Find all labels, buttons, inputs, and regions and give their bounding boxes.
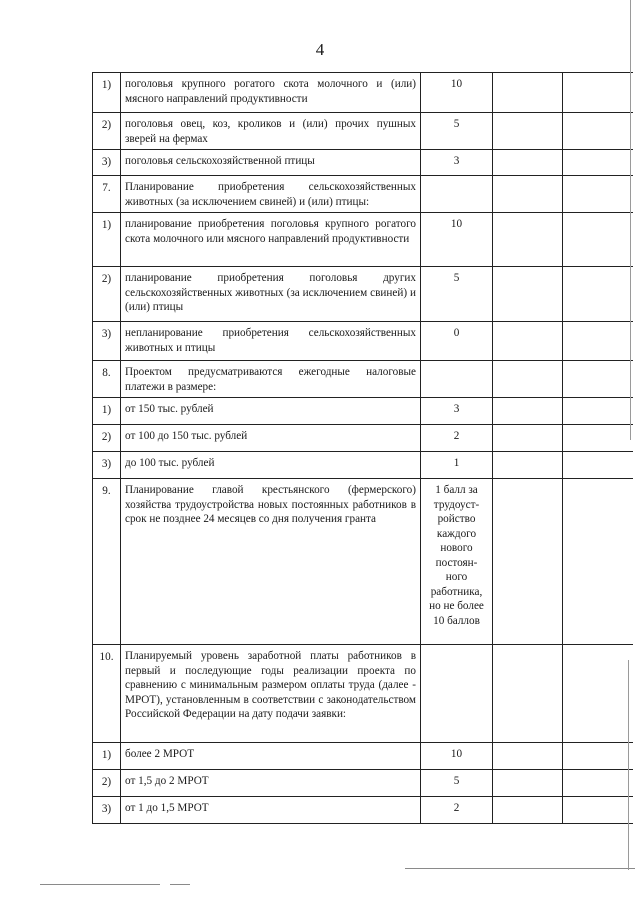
empty-cell [563,645,633,743]
page-number: 4 [315,40,325,59]
row-description: поголовья крупного рогатого скота молочного и (или) мясного направлений продуктивности [121,73,421,113]
row-number: 1) [93,73,121,113]
row-number: 1) [93,213,121,267]
row-number: 7. [93,176,121,213]
empty-cell [563,73,633,113]
row-description: непланирование приобретения сельскохозяйственных животных и птицы [121,322,421,361]
empty-cell [563,361,633,398]
row-number: 10. [93,645,121,743]
empty-cell [493,645,563,743]
row-description: Планирование приобретения сельскохозяйственных животных (за исключением свиней) и (или) птицы: [121,176,421,213]
empty-cell [493,797,563,824]
empty-cell [493,322,563,361]
row-number: 2) [93,113,121,150]
empty-cell [563,770,633,797]
row-number: 8. [93,361,121,398]
empty-cell [563,479,633,645]
table-row [93,425,633,452]
row-number: 3) [93,452,121,479]
empty-cell [493,425,563,452]
row-description: от 150 тыс. рублей [121,398,421,425]
empty-cell [563,322,633,361]
row-score: 3 [421,398,493,425]
table-row [93,73,633,113]
row-number: 2) [93,770,121,797]
criteria-table [92,72,633,824]
row-score [421,176,493,213]
table-row [93,797,633,824]
empty-cell [493,150,563,176]
empty-cell [493,176,563,213]
row-score: 5 [421,113,493,150]
table-row [93,770,633,797]
row-number: 2) [93,425,121,452]
empty-cell [563,176,633,213]
empty-cell [563,150,633,176]
table-row [93,113,633,150]
row-score: 2 [421,425,493,452]
row-score: 10 [421,73,493,113]
row-number: 2) [93,267,121,322]
row-score: 10 [421,743,493,770]
row-description: от 1 до 1,5 МРОТ [121,797,421,824]
table-row [93,213,633,267]
empty-cell [493,479,563,645]
empty-cell [493,267,563,322]
empty-cell [563,797,633,824]
empty-cell [493,361,563,398]
row-description: планирование приобретения поголовья других сельскохозяйственных животных (за исключением свиней) и (или) птицы [121,267,421,322]
row-number: 9. [93,479,121,645]
row-score: 5 [421,770,493,797]
table-row [93,645,633,743]
scan-artifact-line [630,0,631,440]
row-score: 3 [421,150,493,176]
table-row [93,267,633,322]
row-description: Планирование главой крестьянского (фермерского) хозяйства трудоустройства новых постоянных работников в срок не позднее 24 месяцев со дня получения гранта [121,479,421,645]
table-row [93,398,633,425]
scan-artifact-line [405,868,635,869]
row-number: 1) [93,398,121,425]
row-description: поголовья сельскохозяйственной птицы [121,150,421,176]
row-description: поголовья овец, коз, кроликов и (или) прочих пушных зверей на фермах [121,113,421,150]
empty-cell [563,398,633,425]
empty-cell [493,113,563,150]
empty-cell [563,267,633,322]
table-row [93,743,633,770]
table-row [93,452,633,479]
row-number: 3) [93,150,121,176]
empty-cell [493,770,563,797]
row-score: 1 [421,452,493,479]
row-score [421,645,493,743]
row-description: от 1,5 до 2 МРОТ [121,770,421,797]
empty-cell [563,425,633,452]
empty-cell [493,743,563,770]
scan-artifact-line [170,884,190,885]
row-number: 3) [93,797,121,824]
empty-cell [493,398,563,425]
scan-artifact-line [628,660,629,870]
empty-cell [493,452,563,479]
empty-cell [493,213,563,267]
row-description: до 100 тыс. рублей [121,452,421,479]
row-number: 1) [93,743,121,770]
row-description: Проектом предусматриваются ежегодные налоговые платежи в размере: [121,361,421,398]
row-score [421,361,493,398]
row-description: Планируемый уровень заработной платы работников в первый и последующие годы реализации проекта по сравнению с минимальным размером оплаты труда (далее - МРОТ), установленным в соответствии с законодательством Российской Федерации на дату подачи заявки: [121,645,421,743]
table-row [93,361,633,398]
row-score: 2 [421,797,493,824]
empty-cell [563,452,633,479]
row-description: планирование приобретения поголовья крупного рогатого скота молочного или мясного направлений продуктивности [121,213,421,267]
table-row [93,176,633,213]
scan-artifact-line [40,884,160,885]
table-row [93,479,633,645]
empty-cell [563,113,633,150]
row-number: 3) [93,322,121,361]
empty-cell [493,73,563,113]
row-score: 1 балл за трудоуст-ройство каждого нового постоян-ного работника, но не более 10 баллов [421,479,493,645]
table-row [93,322,633,361]
empty-cell [563,213,633,267]
row-description: от 100 до 150 тыс. рублей [121,425,421,452]
table-row [93,150,633,176]
row-score: 0 [421,322,493,361]
row-score: 5 [421,267,493,322]
row-score: 10 [421,213,493,267]
row-description: более 2 МРОТ [121,743,421,770]
empty-cell [563,743,633,770]
